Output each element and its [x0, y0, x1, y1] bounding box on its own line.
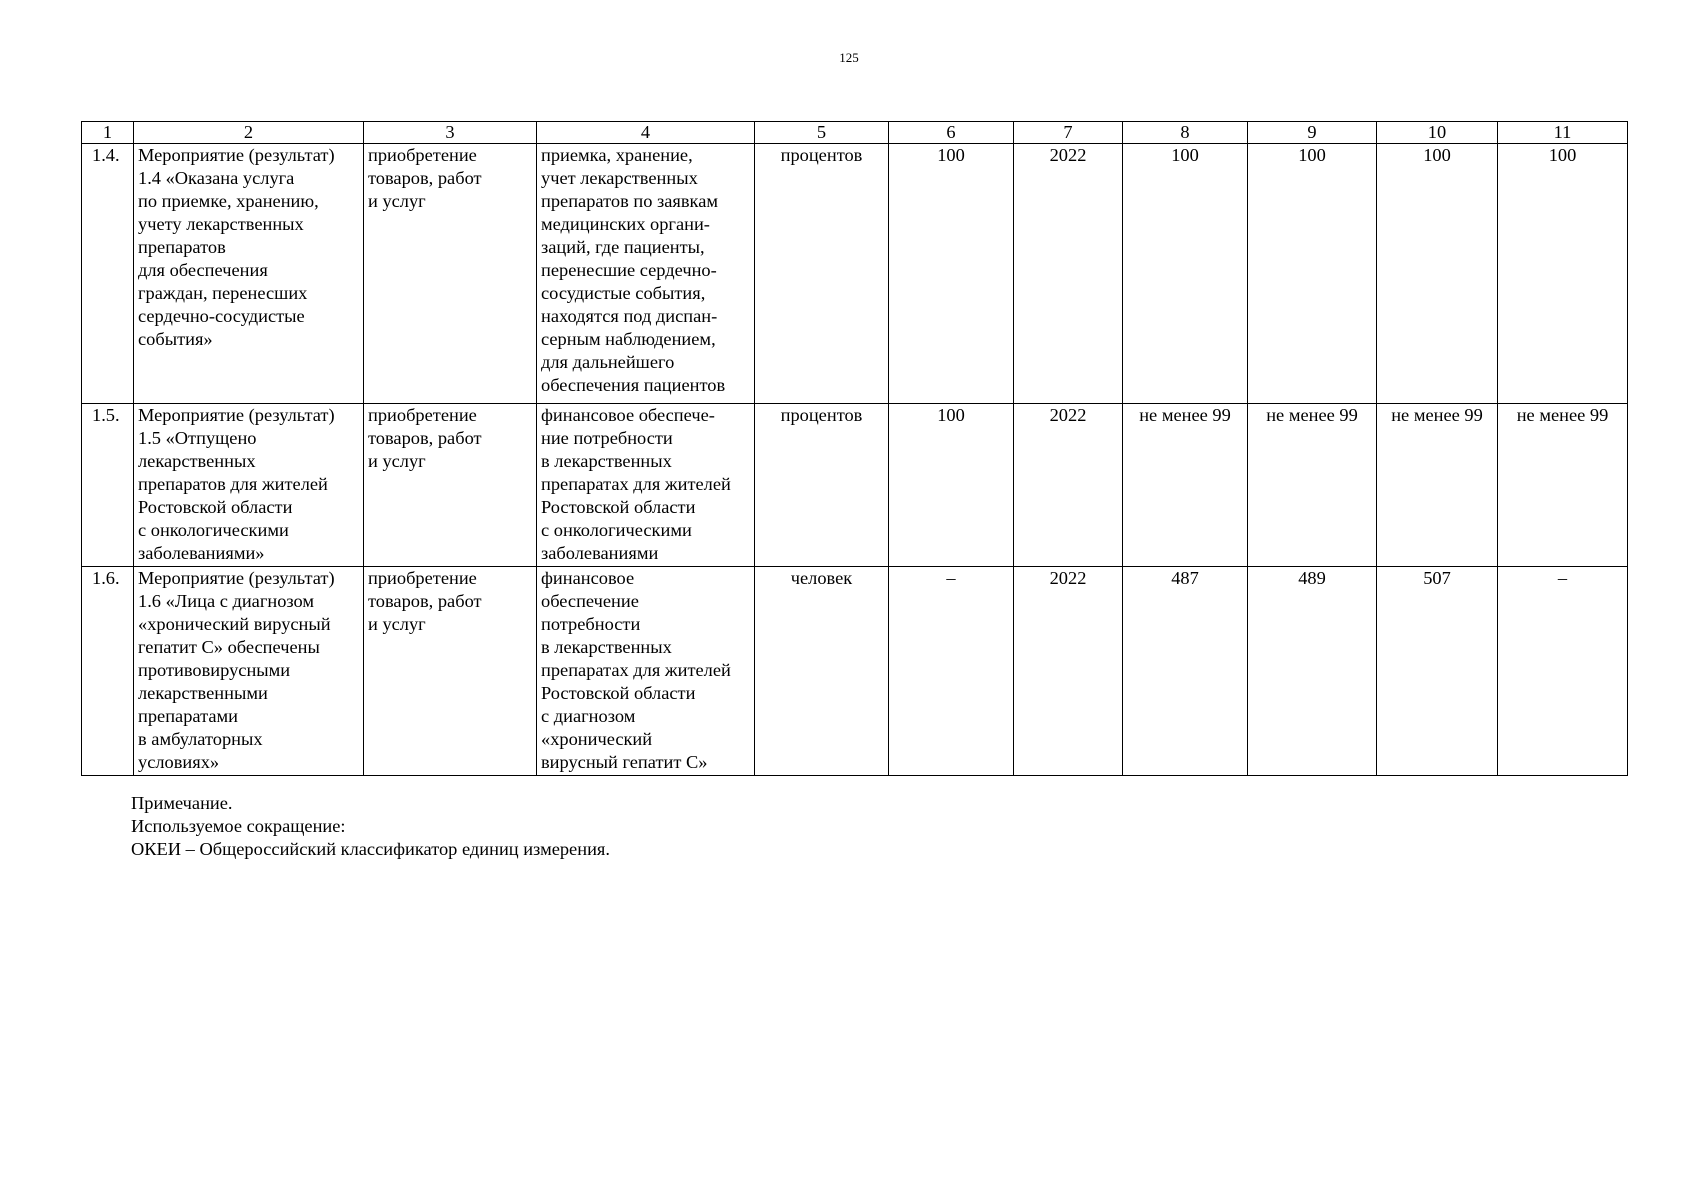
event-description: финансовое обеспечение потребности в лекарственных препаратах для жителей Ростовской области с диагнозом «хронический вирусный гепатит С»: [537, 567, 755, 776]
base-value: 100: [889, 404, 1014, 567]
table-header: [82, 122, 1628, 144]
event-name: Мероприятие (результат) 1.5 «Отпущено лекарственных препаратов для жителей Ростовской области с онкологическими заболеваниями»: [134, 404, 364, 567]
value-col-9: 489: [1248, 567, 1377, 776]
table-row: [82, 144, 1628, 404]
header-cell-2: 2: [134, 122, 364, 144]
header-cell-9: 9: [1248, 122, 1377, 144]
value-col-8: 487: [1123, 567, 1248, 776]
row-number: 1.6.: [82, 567, 134, 776]
value-col-10: 100: [1377, 144, 1498, 404]
page-number: 125: [839, 50, 859, 65]
value-col-11: –: [1498, 567, 1628, 776]
table-row: [82, 567, 1628, 776]
value-col-10: не менее 99: [1377, 404, 1498, 567]
table-row: [82, 404, 1628, 567]
header-cell-11: 11: [1498, 122, 1628, 144]
event-name: Мероприятие (результат) 1.4 «Оказана услуга по приемке, хранению, учету лекарственных препаратов для обеспечения граждан, перенесших сердечно-сосудистые события»: [134, 144, 364, 404]
base-value: –: [889, 567, 1014, 776]
header-cell-7: 7: [1014, 122, 1123, 144]
value-col-9: не менее 99: [1248, 404, 1377, 567]
row-number: 1.4.: [82, 144, 134, 404]
event-description: финансовое обеспече- ние потребности в лекарственных препаратах для жителей Ростовской области с онкологическими заболеваниями: [537, 404, 755, 567]
notes-section: [131, 792, 610, 861]
event-type: приобретение товаров, работ и услуг: [364, 144, 537, 404]
header-cell-4: 4: [537, 122, 755, 144]
event-description: приемка, хранение, учет лекарственных препаратов по заявкам медицинских органи- заций, где пациенты, перенесшие сердечно- сосудистые события, находятся под диспан- серным наблюдением, для дальнейшего обеспечения пациентов: [537, 144, 755, 404]
event-type: приобретение товаров, работ и услуг: [364, 404, 537, 567]
header-row: [82, 122, 1628, 144]
value-col-8: 100: [1123, 144, 1248, 404]
notes-line-okei: ОКЕИ – Общероссийский классификатор единиц измерения.: [131, 839, 610, 859]
header-cell-10: 10: [1377, 122, 1498, 144]
value-col-10: 507: [1377, 567, 1498, 776]
table-body: [82, 144, 1628, 776]
unit-of-measure: процентов: [755, 404, 889, 567]
value-col-9: 100: [1248, 144, 1377, 404]
base-year: 2022: [1014, 567, 1123, 776]
row-number: 1.5.: [82, 404, 134, 567]
header-cell-8: 8: [1123, 122, 1248, 144]
unit-of-measure: человек: [755, 567, 889, 776]
base-value: 100: [889, 144, 1014, 404]
value-col-11: не менее 99: [1498, 404, 1628, 567]
unit-of-measure: процентов: [755, 144, 889, 404]
header-cell-6: 6: [889, 122, 1014, 144]
header-cell-1: 1: [82, 122, 134, 144]
event-type: приобретение товаров, работ и услуг: [364, 567, 537, 776]
value-col-8: не менее 99: [1123, 404, 1248, 567]
indicators-table: [81, 121, 1628, 776]
value-col-11: 100: [1498, 144, 1628, 404]
notes-line-abbreviation: Используемое сокращение:: [131, 816, 346, 836]
base-year: 2022: [1014, 144, 1123, 404]
notes-title: Примечание.: [131, 793, 233, 813]
header-cell-5: 5: [755, 122, 889, 144]
event-name: Мероприятие (результат) 1.6 «Лица с диагнозом «хронический вирусный гепатит С» обеспечены противовирусными лекарственными препаратами в амбулаторных условиях»: [134, 567, 364, 776]
base-year: 2022: [1014, 404, 1123, 567]
header-cell-3: 3: [364, 122, 537, 144]
